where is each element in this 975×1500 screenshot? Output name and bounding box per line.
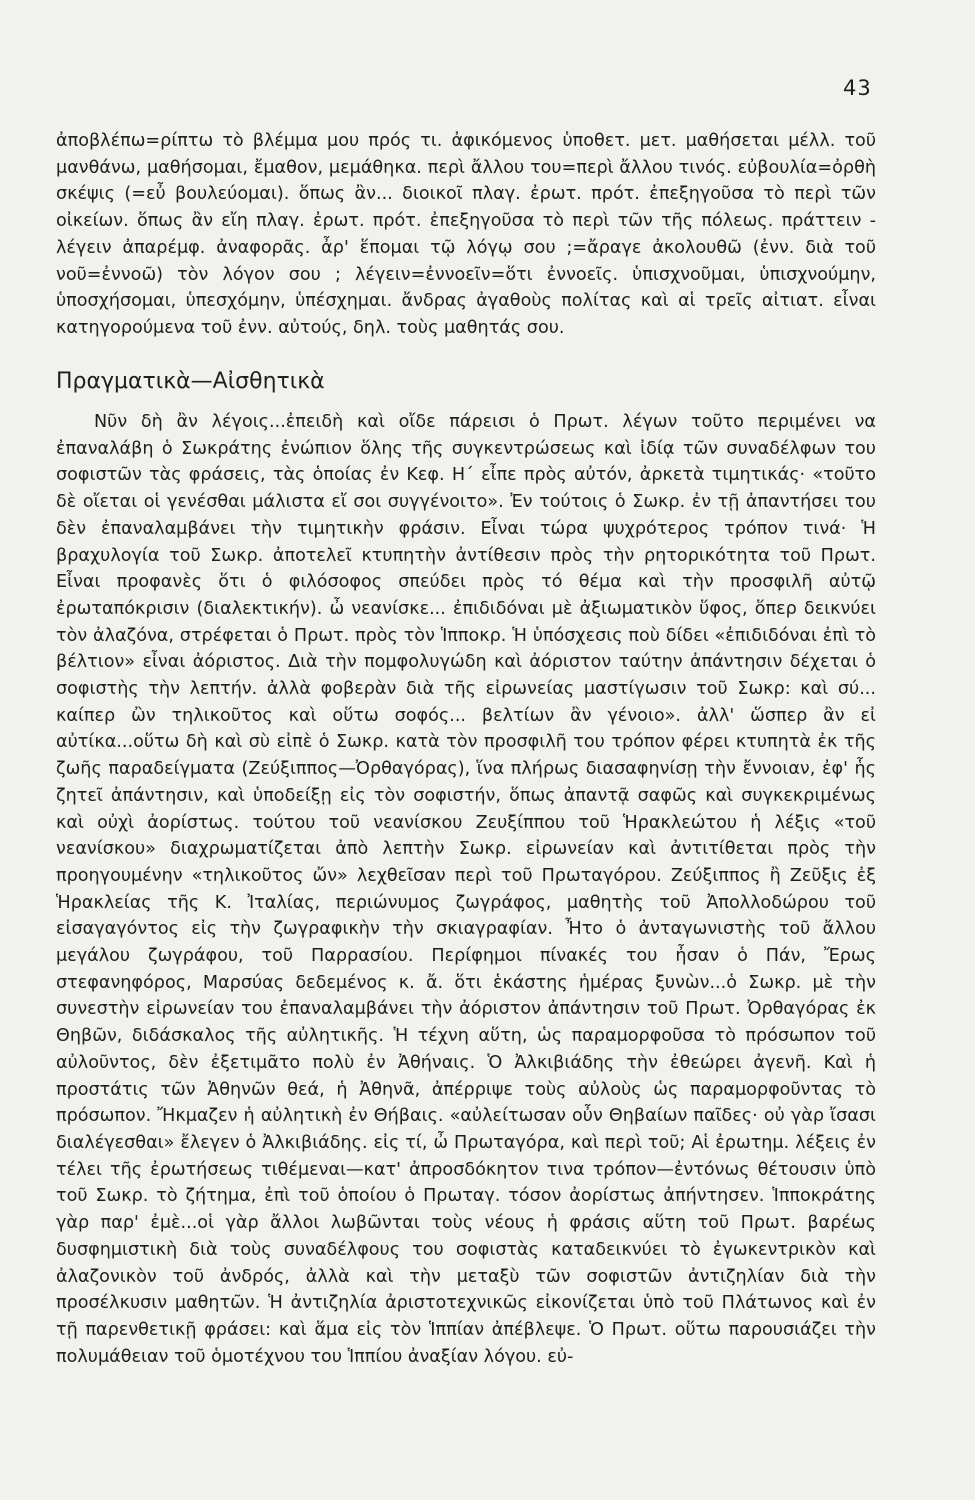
commentary-paragraph: Νῦν δὴ ἂν λέγοις...ἐπειδὴ καὶ οἴδε πάρεισι ὁ Πρωτ. λέγων τοῦτο περιμένει να ἐπαναλάβη ὁ Σωκράτης ἐνώπιον ὅλης τῆς συγκεντρώσεως καὶ ἰδίᾳ τῶν συναδέλφων του σοφιστῶν τὰς φράσεις, τὰς ὁποίας ἐν Κεφ. Η΄ εἶπε πρὸς αὐτόν, ἀρκετὰ τιμητικάς· «τοῦτο δὲ οἴεται οἱ γενέσθαι μάλιστα εἴ σοι συγγένοιτο». Ἐν τούτοις ὁ Σωκρ. ἐν τῇ ἀπαντήσει του δὲν ἐπαναλαμβάνει τὴν τιμητικὴν φράσιν. Εἶναι τώρα ψυχρότερος τρόπον τινά· Ἡ βραχυλογία τοῦ Σωκρ. ἀποτελεῖ κτυπητὴν ἀντίθεσιν πρὸς τὴν ρητορικότητα τοῦ Πρωτ. Εἶναι προφανὲς ὅτι ὁ φιλόσοφος σπεύδει πρὸς τό θέμα καὶ τὴν προσφιλῆ αὐτῷ ἐρωταπόκρισιν (διαλεκτικήν). ὦ νεανίσκε... ἐπιδιδόναι μὲ ἀξιωματικὸν ὕφος, ὅπερ δεικνύει τὸν ἀλαζόνα, στρέφεται ὁ Πρωτ. πρὸς τὸν Ἱπποκρ. Ἡ ὑπόσχεσις ποὺ δίδει «ἐπιδιδόναι ἐπὶ τὸ βέλτιον» εἶναι ἀόριστος. Διὰ τὴν πομφολυγώδη καὶ ἀόριστον ταύτην ἀπάντησιν δέχεται ὁ σοφιστὴς τὴν λεπτήν. ἀλλὰ φοβερὰν διὰ τῆς εἰρωνείας μαστίγωσιν τοῦ Σωκρ: καὶ σύ... καίπερ ὢν τηλικοῦτος καὶ οὕτω σοφός... βελτίων ἂν γένοιο». ἀλλ' ὥσπερ ἂν εἰ αὐτίκα...οὕτω δὴ καὶ σὺ εἰπὲ ὁ Σωκρ. κατὰ τὸν προσφιλῆ του τρόπον φέρει κτυπητὰ ἐκ τῆς ζωῆς παραδείγματα (Ζεύξιππος—Ὀρθαγόρας), ἵνα πλήρως διασαφηνίσῃ τὴν ἔννοιαν, ἐφ' ἧς ζητεῖ ἀπάντησιν, καὶ ὑποδείξῃ εἰς τὸν σοφιστήν, ὅπως ἀπαντᾷ σαφῶς καὶ συγκεκριμένως καὶ οὐχὶ ἀορίστως. τούτου τοῦ νεανίσκου Ζευξίππου τοῦ Ἡρακλεώτου ἡ λέξις «τοῦ νεανίσκου» διαχρωματίζεται ἀπὸ λεπτὴν Σωκρ. εἰρωνείαν καὶ ἀντιτίθεται πρὸς τὴν προηγουμένην «τηλικοῦτος ὤν» λεχθεῖσαν περὶ τοῦ Πρωταγόρου. Ζεύξιππος ἢ Ζεῦξις ἐξ Ἡρακλείας τῆς Κ. Ἰταλίας, περιώνυμος ζωγράφος, μαθητὴς τοῦ Ἀπολλοδώρου τοῦ εἰσαγαγόντος εἰς τὴν ζωγραφικὴν τὴν σκιαγραφίαν. Ἦτο ὁ ἀνταγωνιστὴς τοῦ ἄλλου μεγάλου ζωγράφου, τοῦ Παρρασίου. Περίφημοι πίνακές του ἦσαν ὁ Πάν, Ἔρως στεφανηφόρος, Μαρσύας δεδεμένος κ. ἄ. ὅτι ἑκάστης ἡμέρας ξυνὼν...ὁ Σωκρ. μὲ τὴν συνεστὴν εἰρωνείαν του ἐπαναλαμβάνει τὴν ἀόριστον ἀπάντησιν τοῦ Πρωτ. Ὀρθαγόρας ἐκ Θηβῶν, διδάσκαλος τῆς αὐλητικῆς. Ἡ τέχνη αὕτη, ὡς παραμορφοῦσα τὸ πρόσωπον τοῦ αὐλοῦντος, δὲν ἐξετιμᾶτο πολὺ ἐν Ἀθήναις. Ὁ Ἀλκιβιάδης τὴν ἐθεώρει ἀγενῆ. Καὶ ἡ προστάτις τῶν Ἀθηνῶν θεά, ἡ Ἀθηνᾶ, ἀπέρριψε τοὺς αὐλοὺς ὡς παραμορφοῦντας τὸ πρόσωπον. Ἤκμαζεν ἡ αὐλητικὴ ἐν Θήβαις. «αὐλείτωσαν οὖν Θηβαίων παῖδες· οὐ γὰρ ἴσασι διαλέγεσθαι» ἔλεγεν ὁ Ἀλκιβιάδης. εἰς τί, ὦ Πρωταγόρα, καὶ περὶ τοῦ; Αἱ ἐρωτημ. λέξεις ἐν τέλει τῆς ἐρωτήσεως τιθέμεναι—κατ' ἀπροσδόκητον τινα τρόπον—ἐντόνως θέτουσιν ὑπὸ τοῦ Σωκρ. τὸ ζήτημα, ἐπὶ τοῦ ὁποίου ὁ Πρωταγ. τόσον ἀορίστως ἀπήντησεν. Ἱπποκράτης γὰρ παρ' ἐμὲ...οἱ γὰρ ἄλλοι λωβῶνται τοὺς νέους ἡ φράσις αὕτη τοῦ Πρωτ. βαρέως δυσφημιστικὴ διὰ τοὺς συναδέλφους του σοφιστὰς καταδεικνύει τὸ ἐγωκεντρικὸν καὶ ἀλαζονικὸν τοῦ ἀνδρός, ἀλλὰ καὶ τὴν μεταξὺ τῶν σοφιστῶν ἀντιζηλίαν διὰ τὴν προσέλκυσιν μαθητῶν. Ἡ ἀντιζηλία ἀριστοτεχνικῶς εἰκονίζεται ὑπὸ τοῦ Πλάτωνος καὶ ἐν τῇ παρενθετικῇ φράσει: καὶ ἅμα εἰς τὸν Ἱππίαν ἀπέβλεψε. Ὁ Πρωτ. οὕτω παρουσιάζει τὴν πολυμάθειαν τοῦ ὁμοτέχνου του Ἱππίου ἀναξίαν λόγου. εὐ- [56,412,876,1367]
glossary-notes [56,128,876,342]
glossary-paragraph: ἀποβλέπω=ρίπτω τὸ βλέμμα μου πρός τι. ἀφικόμενος ὑποθετ. μετ. μαθήσεται μέλλ. τοῦ μανθάνω, μαθήσομαι, ἔμαθον, μεμάθηκα. περὶ ἄλλου του=περὶ ἄλλου τινός. εὐβουλία=ὀρθὴ σκέψις (=εὖ βουλεύομαι). ὅπως ἂν... διοικοῖ πλαγ. ἐρωτ. πρότ. ἐπεξηγοῦσα τὸ περὶ τῶν οἰκείων. ὅπως ἂν εἴη πλαγ. ἐρωτ. πρότ. ἐπεξηγοῦσα τὸ περὶ τῶν τῆς πόλεως. πράττειν - λέγειν ἀπαρέμφ. ἀναφορᾶς. ἆρ' ἕπομαι τῷ λόγῳ σου ;=ἄραγε ἀκολουθῶ (ἐνν. διὰ τοῦ νοῦ=ἐννοῶ) τὸν λόγον σου ; λέγειν=ἐννοεῖν=ὅτι ἐννοεῖς. ὑπισχνοῦμαι, ὑπισχνούμην, ὑποσχήσομαι, ὑπεσχόμην, ὑπέσχημαι. ἄνδρας ἀγαθοὺς πολίτας καὶ αἱ τρεῖς αἰτιατ. εἶναι κατηγορούμενα τοῦ ἐνν. αὐτούς, δηλ. τοὺς μαθητάς σου. [56,131,876,338]
page-number: 43 [843,76,872,100]
section-heading: Πραγματικὰ—Αἰσθητικὰ [56,369,325,394]
commentary-notes [56,409,876,1370]
